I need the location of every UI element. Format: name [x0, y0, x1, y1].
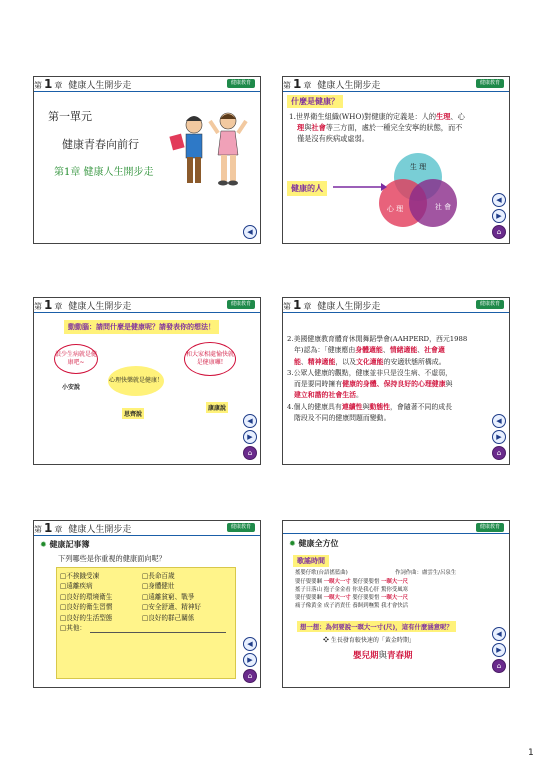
next-slide-button[interactable]: ▶: [492, 430, 506, 444]
healthy-person-label: 健康的人: [287, 181, 327, 196]
next-slide-button[interactable]: ▶: [243, 653, 257, 667]
other-answer-line: [90, 632, 226, 633]
slide-header: 第 1 章 健康人生開步走: [34, 521, 132, 535]
speech-bubble-3: 和大家相處愉快就是健康囉!: [184, 342, 236, 376]
venn-label-mental: 心 理: [386, 205, 404, 213]
checkbox-option[interactable]: □遠離貧窮、戰爭: [142, 592, 195, 601]
nav-controls: [243, 635, 256, 683]
next-slide-button[interactable]: ▶: [492, 643, 506, 657]
think-question: 想一想：為何要說一暝大一寸(尺)，這有什麼涵意呢？: [297, 621, 456, 632]
nav-controls: [243, 223, 256, 239]
home-button[interactable]: ⌂: [492, 446, 506, 460]
home-button[interactable]: ⌂: [492, 659, 506, 673]
prev-slide-button[interactable]: ◀: [243, 637, 257, 651]
next-slide-button[interactable]: ▶: [492, 209, 506, 223]
slide-header: 第 1 章 健康人生開步走: [283, 298, 381, 312]
lyric-line: 痛子像黃金 成子消責任 養飼到嘸驚 我才會快活: [295, 603, 409, 609]
slide-2: [282, 76, 510, 244]
song-title: 搖嬰仔歌(台語搖籃曲): [295, 570, 348, 576]
textbook-logo: 健康教育: [227, 79, 255, 88]
slide-6: [282, 520, 510, 688]
venn-label-social: 社 會: [434, 203, 452, 211]
nav-controls: [243, 412, 256, 460]
chapter-title: 第1章 健康人生開步走: [54, 167, 154, 178]
speech-bubble-1: 很少生病就是健康吧~: [54, 344, 98, 374]
checkbox-option[interactable]: □良好的環境衛生: [60, 592, 113, 601]
next-slide-button[interactable]: ▶: [243, 430, 257, 444]
checkbox-option[interactable]: □身體健壯: [142, 582, 175, 591]
checkbox-option[interactable]: □良好的生活型態: [60, 613, 113, 622]
lyric-line: 嬰仔嬰嬰睏 一暝大一寸 嬰仔嬰嬰惜 一暝大一尺: [295, 579, 409, 585]
checklist-right: [142, 571, 201, 623]
textbook-logo: 健康教育: [476, 523, 504, 532]
speaker-1: 小安說: [62, 384, 81, 391]
unit-title: 第一單元: [48, 110, 92, 123]
kids-illustration: [166, 99, 252, 209]
slide-header: 第 1 章 健康人生開步走: [34, 77, 132, 91]
question-tag: 什麼是健康？: [287, 95, 343, 108]
nav-controls: [492, 191, 505, 239]
textbook-logo: 健康教育: [476, 300, 504, 309]
page-number: 1: [528, 748, 534, 758]
prev-slide-button[interactable]: ◀: [492, 627, 506, 641]
growth-periods: 嬰兒期與青春期: [353, 651, 413, 661]
golden-period-note: ❖ 生長發育較快速的「黃金時期」: [323, 637, 415, 644]
prev-slide-button[interactable]: ◀: [492, 414, 506, 428]
checkbox-option[interactable]: □長命百歲: [142, 572, 175, 580]
nav-controls: [492, 412, 505, 460]
prev-slide-button[interactable]: ◀: [492, 193, 506, 207]
slide-5: [33, 520, 261, 688]
nav-controls: [492, 625, 505, 673]
checklist-prompt: 下列哪些是你重視的健康面向呢？: [58, 554, 166, 563]
checkbox-option[interactable]: □良好的衛生習慣: [60, 603, 113, 612]
who-definition: 1.世界衛生組織(WHO)對健康的定義是：人的生理、心 理與社會等三方面，處於一種完全安寧的狀態，而不 僅是沒有疾病或虛弱。: [289, 112, 465, 143]
lyric-line: 嬰仔嬰嬰睏 一暝大一寸 嬰仔嬰嬰惜 一暝大一尺: [295, 595, 409, 601]
home-button[interactable]: ⌂: [243, 669, 257, 683]
slide-header: 第 1 章 健康人生開步走: [283, 77, 381, 91]
star-icon: ✹: [289, 539, 296, 548]
slide-3: [33, 297, 261, 465]
speaker-2: 思齊說: [122, 408, 144, 419]
checkbox-option[interactable]: □良好的群己關係: [142, 613, 195, 622]
lyrics-title: 歌謠時間: [293, 555, 329, 567]
speaker-3: 康康說: [206, 402, 228, 413]
slide-4: [282, 297, 510, 465]
star-icon: ✹: [40, 540, 47, 549]
brainstorm-prompt: 動動腦：請問什麼是健康呢？請發表你的想法！: [64, 320, 219, 334]
checkbox-option[interactable]: □遠離疾病: [60, 582, 93, 591]
home-button[interactable]: ⌂: [243, 446, 257, 460]
speech-bubble-2: 心理快樂就是健康！: [108, 366, 164, 396]
textbook-logo: 健康教育: [476, 79, 504, 88]
venn-label-physical: 生 理: [409, 163, 427, 171]
textbook-logo: 健康教育: [227, 300, 255, 309]
prev-slide-button[interactable]: ◀: [243, 414, 257, 428]
health-points: 2.美國健康教育體育休閒舞蹈學會(AAHPERD，西元1988 年)認為：「健康應由身體適能、情緒適能、社會適 能、精神適能，以及文化適能的安適狀態所構成。 3.公眾人健康的觀點，健康並非只是沒生病、不虛弱， 而是要同時擁有健康的身體、保持良好的心理健康與 建立和諧的社會生活。 4.個人的健康具有連續性與動態性，會隨著不同的成長 階段及不同的健康問題而變動。: [287, 335, 468, 423]
lyric-line: 搖子日落山 抱子金金看 你是我心肝 驚你受風寒: [295, 587, 409, 593]
section-heading: ✹ 健康全方位: [289, 539, 339, 548]
home-button[interactable]: ⌂: [492, 225, 506, 239]
section-heading: ✹ 健康記事簿: [40, 540, 90, 549]
song-credit: 作詞作曲：盧雲生/呂泉生: [395, 570, 457, 576]
checkbox-option[interactable]: □其他：: [60, 624, 87, 633]
unit-subtitle: 健康青春向前行: [62, 138, 139, 151]
prev-slide-button[interactable]: ◀: [243, 225, 257, 239]
slide-1: [33, 76, 261, 244]
slide-header: 第 1 章 健康人生開步走: [34, 298, 132, 312]
checkbox-option[interactable]: □不挨餓受凍: [60, 572, 100, 580]
textbook-logo: 健康教育: [227, 523, 255, 532]
checkbox-option[interactable]: □安全舒適、精神好: [142, 603, 201, 612]
arrow-icon: [333, 181, 387, 193]
checklist-left: [60, 571, 112, 633]
